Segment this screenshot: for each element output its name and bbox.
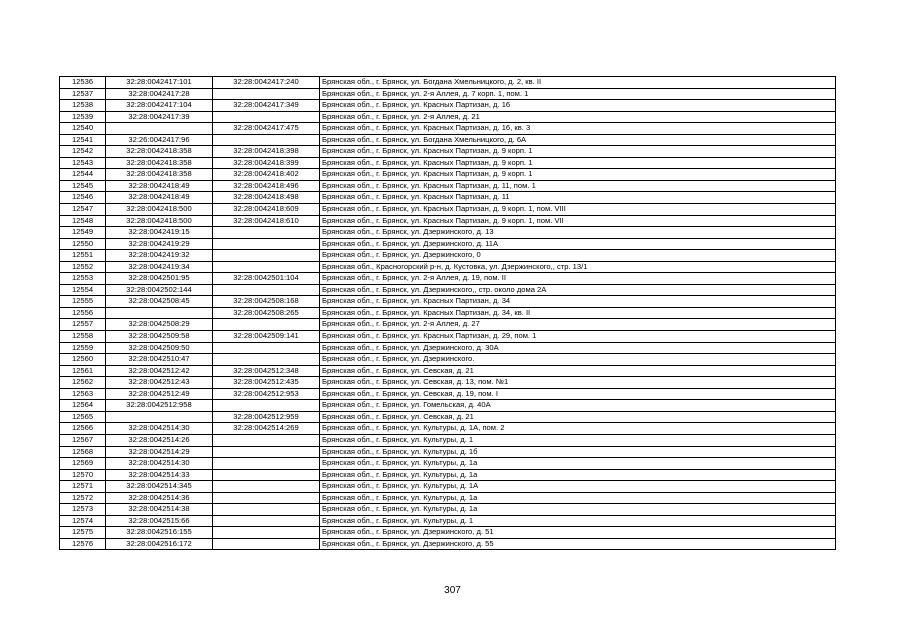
- address-cell: Брянская обл., Красногорский р-н, д. Кустовка, ул. Дзержинского,, стр. 13/1: [320, 261, 836, 273]
- object-number-cell: 32:28:0042417:240: [213, 77, 320, 89]
- parcel-number-cell: 32:28:0042516:155: [106, 527, 213, 539]
- address-cell: Брянская обл., г. Брянск, ул. Севская, д. 21: [320, 411, 836, 423]
- table-row: [60, 400, 836, 412]
- row-number-cell: 12538: [60, 100, 106, 112]
- table-row: [60, 77, 836, 89]
- address-cell: Брянская обл., г. Брянск, ул. Дзержинского, 0: [320, 250, 836, 262]
- table-row: [60, 515, 836, 527]
- object-number-cell: 32:28:0042501:104: [213, 273, 320, 285]
- row-number-cell: 12559: [60, 342, 106, 354]
- row-number-cell: 12558: [60, 331, 106, 343]
- parcel-number-cell: 32:28:0042512:958: [106, 400, 213, 412]
- row-number-cell: 12547: [60, 204, 106, 216]
- cadastral-table: [59, 76, 836, 550]
- row-number-cell: 12569: [60, 458, 106, 470]
- object-number-cell: [213, 134, 320, 146]
- parcel-number-cell: 32:28:0042512:42: [106, 365, 213, 377]
- table-row: [60, 365, 836, 377]
- object-number-cell: 32:28:0042418:610: [213, 215, 320, 227]
- address-cell: Брянская обл., г. Брянск, ул. Севская, д. 21: [320, 365, 836, 377]
- object-number-cell: [213, 227, 320, 239]
- row-number-cell: 12554: [60, 284, 106, 296]
- table-row: [60, 307, 836, 319]
- row-number-cell: 12571: [60, 481, 106, 493]
- address-cell: Брянская обл., г. Брянск, ул. Красных Партизан, д. 9 корп. 1: [320, 146, 836, 158]
- table-row: [60, 261, 836, 273]
- address-cell: Брянская обл., г. Брянск, ул. Дзержинского, д. 30А: [320, 342, 836, 354]
- table-row: [60, 538, 836, 550]
- object-number-cell: [213, 469, 320, 481]
- table-row: [60, 169, 836, 181]
- parcel-number-cell: 32:28:0042419:29: [106, 238, 213, 250]
- address-cell: Брянская обл., г. Брянск, ул. Красных Партизан, д. 11: [320, 192, 836, 204]
- object-number-cell: [213, 342, 320, 354]
- parcel-number-cell: 32:28:0042510:47: [106, 354, 213, 366]
- address-cell: Брянская обл., г. Брянск, ул. Богдана Хмельницкого, д. 2, кв. II: [320, 77, 836, 89]
- row-number-cell: 12564: [60, 400, 106, 412]
- row-number-cell: 12574: [60, 515, 106, 527]
- table-row: [60, 180, 836, 192]
- row-number-cell: 12556: [60, 307, 106, 319]
- address-cell: Брянская обл., г. Брянск, ул. 2-я Аллея, д. 19, пом. II: [320, 273, 836, 285]
- object-number-cell: 32:28:0042418:398: [213, 146, 320, 158]
- table-row: [60, 354, 836, 366]
- table-row: [60, 377, 836, 389]
- parcel-number-cell: 32:28:0042514:29: [106, 446, 213, 458]
- row-number-cell: 12541: [60, 134, 106, 146]
- row-number-cell: 12550: [60, 238, 106, 250]
- table-row: [60, 388, 836, 400]
- row-number-cell: 12563: [60, 388, 106, 400]
- object-number-cell: 32:28:0042512:959: [213, 411, 320, 423]
- object-number-cell: [213, 446, 320, 458]
- object-number-cell: [213, 458, 320, 470]
- row-number-cell: 12568: [60, 446, 106, 458]
- row-number-cell: 12549: [60, 227, 106, 239]
- object-number-cell: [213, 261, 320, 273]
- table-row: [60, 134, 836, 146]
- address-cell: Брянская обл., г. Брянск, ул. 2-я Аллея, д. 7 корп. 1, пом. 1: [320, 88, 836, 100]
- address-cell: Брянская обл., г. Брянск, ул. Дзержинского, д. 11А: [320, 238, 836, 250]
- address-cell: Брянская обл., г. Брянск, ул. Дзержинского, д. 13: [320, 227, 836, 239]
- address-cell: Брянская обл., г. Брянск, ул. Красных Партизан, д. 29, пом. 1: [320, 331, 836, 343]
- address-cell: Брянская обл., г. Брянск, ул. Дзержинского.: [320, 354, 836, 366]
- parcel-number-cell: 32:28:0042418:500: [106, 215, 213, 227]
- parcel-number-cell: [106, 411, 213, 423]
- parcel-number-cell: 32:28:0042514:33: [106, 469, 213, 481]
- parcel-number-cell: 32:28:0042417:104: [106, 100, 213, 112]
- object-number-cell: [213, 504, 320, 516]
- address-cell: Брянская обл., г. Брянск, ул. Богдана Хмельницкого, д. 6А: [320, 134, 836, 146]
- object-number-cell: 32:28:0042418:498: [213, 192, 320, 204]
- address-cell: Брянская обл., г. Брянск, ул. Культуры, д. 1А, пом. 2: [320, 423, 836, 435]
- parcel-number-cell: 32:28:0042512:49: [106, 388, 213, 400]
- table-row: [60, 111, 836, 123]
- table-row: [60, 504, 836, 516]
- address-cell: Брянская обл., г. Брянск, ул. Дзержинского, д. 55: [320, 538, 836, 550]
- address-cell: Брянская обл., г. Брянск, ул. Севская, д. 13, пом. №1: [320, 377, 836, 389]
- object-number-cell: 32:28:0042512:953: [213, 388, 320, 400]
- row-number-cell: 12565: [60, 411, 106, 423]
- row-number-cell: 12561: [60, 365, 106, 377]
- address-cell: Брянская обл., г. Брянск, ул. Красных Партизан, д. 9 корп. 1: [320, 169, 836, 181]
- parcel-number-cell: 32:28:0042514:30: [106, 423, 213, 435]
- row-number-cell: 12560: [60, 354, 106, 366]
- parcel-number-cell: 32:28:0042514:26: [106, 434, 213, 446]
- address-cell: Брянская обл., г. Брянск, ул. Красных Партизан, д. 34: [320, 296, 836, 308]
- object-number-cell: [213, 434, 320, 446]
- row-number-cell: 12555: [60, 296, 106, 308]
- address-cell: Брянская обл., г. Брянск, ул. Культуры, д. 1: [320, 515, 836, 527]
- row-number-cell: 12557: [60, 319, 106, 331]
- object-number-cell: [213, 238, 320, 250]
- object-number-cell: 32:28:0042418:496: [213, 180, 320, 192]
- parcel-number-cell: 32:28:0042418:358: [106, 146, 213, 158]
- parcel-number-cell: 32:28:0042509:50: [106, 342, 213, 354]
- parcel-number-cell: 32:28:0042417:101: [106, 77, 213, 89]
- parcel-number-cell: 32:28:0042514:30: [106, 458, 213, 470]
- object-number-cell: [213, 284, 320, 296]
- parcel-number-cell: 32:28:0042514:36: [106, 492, 213, 504]
- address-cell: Брянская обл., г. Брянск, ул. 2-я Аллея, д. 27: [320, 319, 836, 331]
- row-number-cell: 12548: [60, 215, 106, 227]
- parcel-number-cell: 32:28:0042418:358: [106, 157, 213, 169]
- row-number-cell: 12567: [60, 434, 106, 446]
- address-cell: Брянская обл., г. Брянск, ул. Красных Партизан, д. 9 корп. 1, пом. VII: [320, 215, 836, 227]
- parcel-number-cell: 32:28:0042417:28: [106, 88, 213, 100]
- table-row: [60, 296, 836, 308]
- address-cell: Брянская обл., г. Брянск, ул. Красных Партизан, д. 16: [320, 100, 836, 112]
- address-cell: Брянская обл., г. Брянск, ул. Культуры, д. 1б: [320, 446, 836, 458]
- row-number-cell: 12552: [60, 261, 106, 273]
- row-number-cell: 12573: [60, 504, 106, 516]
- row-number-cell: 12544: [60, 169, 106, 181]
- object-number-cell: [213, 88, 320, 100]
- table-row: [60, 481, 836, 493]
- table-row: [60, 273, 836, 285]
- table-row: [60, 446, 836, 458]
- table-row: [60, 192, 836, 204]
- address-cell: Брянская обл., г. Брянск, ул. Культуры, д. 1а: [320, 469, 836, 481]
- parcel-number-cell: 32:28:0042419:34: [106, 261, 213, 273]
- address-cell: Брянская обл., г. Брянск, ул. Красных Партизан, д. 9 корп. 1, пом. VIII: [320, 204, 836, 216]
- cadastral-table-body: [60, 77, 836, 550]
- table-row: [60, 157, 836, 169]
- row-number-cell: 12572: [60, 492, 106, 504]
- object-number-cell: 32:28:0042417:349: [213, 100, 320, 112]
- table-row: [60, 469, 836, 481]
- row-number-cell: 12537: [60, 88, 106, 100]
- parcel-number-cell: [106, 123, 213, 135]
- table-row: [60, 204, 836, 216]
- row-number-cell: 12570: [60, 469, 106, 481]
- address-cell: Брянская обл., г. Брянск, ул. Дзержинского, д. 51: [320, 527, 836, 539]
- object-number-cell: [213, 319, 320, 331]
- table-row: [60, 238, 836, 250]
- address-cell: Брянская обл., г. Брянск, ул. Культуры, д. 1а: [320, 504, 836, 516]
- address-cell: Брянская обл., г. Брянск, ул. Дзержинского,, стр. около дома 2А: [320, 284, 836, 296]
- table-row: [60, 331, 836, 343]
- object-number-cell: [213, 515, 320, 527]
- row-number-cell: 12540: [60, 123, 106, 135]
- row-number-cell: 12566: [60, 423, 106, 435]
- object-number-cell: 32:28:0042418:402: [213, 169, 320, 181]
- row-number-cell: 12551: [60, 250, 106, 262]
- parcel-number-cell: 32:26:0042417:96: [106, 134, 213, 146]
- object-number-cell: [213, 111, 320, 123]
- parcel-number-cell: 32:28:0042418:49: [106, 180, 213, 192]
- parcel-number-cell: 32:28:0042516:172: [106, 538, 213, 550]
- address-cell: Брянская обл., г. Брянск, ул. Гомельская, д. 40А: [320, 400, 836, 412]
- object-number-cell: 32:28:0042512:348: [213, 365, 320, 377]
- parcel-number-cell: 32:28:0042514:38: [106, 504, 213, 516]
- address-cell: Брянская обл., г. Брянск, ул. Культуры, д. 1а: [320, 458, 836, 470]
- address-cell: Брянская обл., г. Брянск, ул. Севская, д. 19, пом. I: [320, 388, 836, 400]
- table-row: [60, 146, 836, 158]
- object-number-cell: 32:28:0042508:265: [213, 307, 320, 319]
- table-row: [60, 88, 836, 100]
- row-number-cell: 12546: [60, 192, 106, 204]
- parcel-number-cell: 32:28:0042502:144: [106, 284, 213, 296]
- parcel-number-cell: 32:28:0042515:66: [106, 515, 213, 527]
- object-number-cell: 32:28:0042514:269: [213, 423, 320, 435]
- row-number-cell: 12545: [60, 180, 106, 192]
- address-cell: Брянская обл., г. Брянск, ул. Красных Партизан, д. 16, кв. 3: [320, 123, 836, 135]
- row-number-cell: 12576: [60, 538, 106, 550]
- parcel-number-cell: 32:28:0042508:29: [106, 319, 213, 331]
- parcel-number-cell: 32:28:0042419:32: [106, 250, 213, 262]
- parcel-number-cell: 32:28:0042509:58: [106, 331, 213, 343]
- table-row: [60, 100, 836, 112]
- object-number-cell: [213, 481, 320, 493]
- table-row: [60, 319, 836, 331]
- parcel-number-cell: 32:28:0042419:15: [106, 227, 213, 239]
- object-number-cell: 32:28:0042512:435: [213, 377, 320, 389]
- parcel-number-cell: 32:28:0042501:95: [106, 273, 213, 285]
- table-row: [60, 342, 836, 354]
- table-row: [60, 492, 836, 504]
- row-number-cell: 12543: [60, 157, 106, 169]
- address-cell: Брянская обл., г. Брянск, ул. Культуры, д. 1А: [320, 481, 836, 493]
- parcel-number-cell: 32:28:0042508:45: [106, 296, 213, 308]
- address-cell: Брянская обл., г. Брянск, ул. 2-я Аллея, д. 21: [320, 111, 836, 123]
- object-number-cell: [213, 492, 320, 504]
- row-number-cell: 12562: [60, 377, 106, 389]
- table-row: [60, 434, 836, 446]
- object-number-cell: 32:28:0042418:399: [213, 157, 320, 169]
- object-number-cell: 32:28:0042508:168: [213, 296, 320, 308]
- table-row: [60, 411, 836, 423]
- address-cell: Брянская обл., г. Брянск, ул. Красных Партизан, д. 34, кв. II: [320, 307, 836, 319]
- row-number-cell: 12542: [60, 146, 106, 158]
- parcel-number-cell: 32:28:0042418:500: [106, 204, 213, 216]
- object-number-cell: [213, 250, 320, 262]
- object-number-cell: 32:28:0042418:609: [213, 204, 320, 216]
- object-number-cell: [213, 538, 320, 550]
- object-number-cell: 32:28:0042417:475: [213, 123, 320, 135]
- table-row: [60, 227, 836, 239]
- address-cell: Брянская обл., г. Брянск, ул. Культуры, д. 1: [320, 434, 836, 446]
- row-number-cell: 12575: [60, 527, 106, 539]
- address-cell: Брянская обл., г. Брянск, ул. Красных Партизан, д. 9 корп. 1: [320, 157, 836, 169]
- object-number-cell: 32:28:0042509:141: [213, 331, 320, 343]
- parcel-number-cell: 32:28:0042417:39: [106, 111, 213, 123]
- parcel-number-cell: 32:28:0042418:358: [106, 169, 213, 181]
- object-number-cell: [213, 354, 320, 366]
- object-number-cell: [213, 400, 320, 412]
- table-row: [60, 423, 836, 435]
- table-row: [60, 250, 836, 262]
- parcel-number-cell: 32:28:0042418:49: [106, 192, 213, 204]
- object-number-cell: [213, 527, 320, 539]
- address-cell: Брянская обл., г. Брянск, ул. Красных Партизан, д. 11, пом. 1: [320, 180, 836, 192]
- table-row: [60, 215, 836, 227]
- table-row: [60, 123, 836, 135]
- address-cell: Брянская обл., г. Брянск, ул. Культуры, д. 1а: [320, 492, 836, 504]
- parcel-number-cell: 32:28:0042512:43: [106, 377, 213, 389]
- parcel-number-cell: 32:28:0042514:345: [106, 481, 213, 493]
- row-number-cell: 12536: [60, 77, 106, 89]
- parcel-number-cell: [106, 307, 213, 319]
- page-number: 307: [444, 585, 461, 596]
- table-row: [60, 527, 836, 539]
- row-number-cell: 12553: [60, 273, 106, 285]
- table-row: [60, 458, 836, 470]
- row-number-cell: 12539: [60, 111, 106, 123]
- table-row: [60, 284, 836, 296]
